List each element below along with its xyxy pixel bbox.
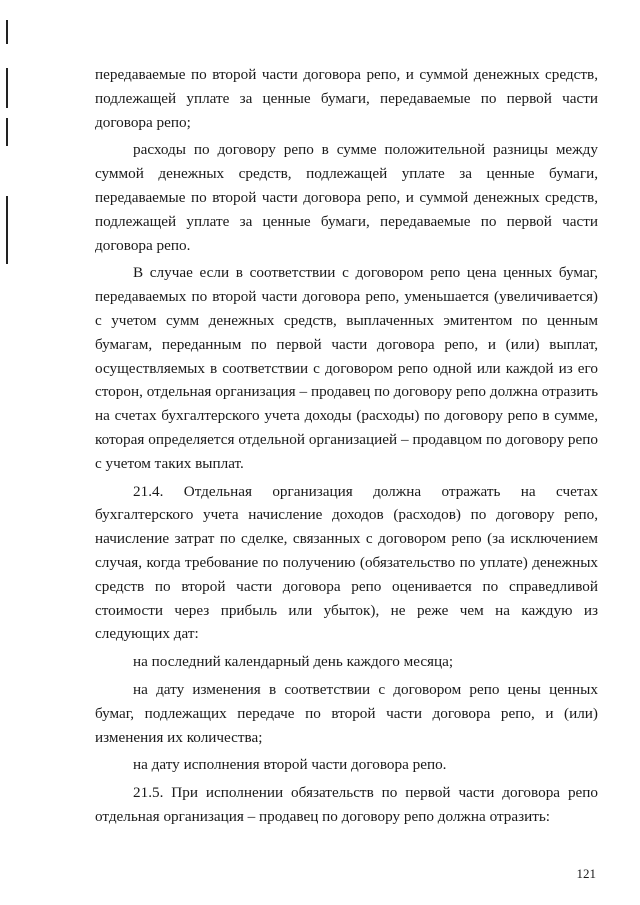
paragraph: расходы по договору репо в сумме положительной разницы между суммой денежных средств, подлежащей уплате за ценные бумаги, передаваемые по второй части договора репо, и суммой денежных средств, подлежащей уплате за ценные бумаги, передаваемые по первой части договора репо. — [95, 141, 598, 254]
paragraph: 21.5. При исполнении обязательств по первой части договора репо отдельная организация – продавец по договору репо должна отразить: — [95, 784, 598, 825]
paragraph: передаваемые по второй части договора репо, и суммой денежных средств, подлежащей уплате за ценные бумаги, передаваемые по первой части договора репо; — [95, 66, 598, 131]
margin-mark — [6, 20, 8, 44]
margin-mark — [6, 68, 8, 108]
margin-mark — [6, 118, 8, 146]
paragraph: на дату изменения в соответствии с договором репо цены ценных бумаг, подлежащих передаче по второй части договора репо, и (или) изменения их количества; — [95, 680, 598, 746]
paragraph: В случае если в соответствии с договором репо цена ценных бумаг, передаваемых по второй части договора репо, уменьшается (увеличивается) с учетом сумм денежных средств, выплаченных эмитентом по ценным бумагам, переданным по первой части договора репо, и (или) выплат, осуществляемых в соответствии с договором репо одной или каждой из его сторон, отдельная организация – продавец по договору репо должна отразить на счетах бухгалтерского учета доходы (расходы) по договору репо в сумме, которая определяется отдельной организацией – продавцом по договору репо с учетом таких выплат. — [95, 264, 598, 472]
page-number: 121 — [576, 866, 596, 881]
paragraph: на дату исполнения второй части договора репо. — [133, 756, 447, 774]
paragraph: на последний календарный день каждого месяца; — [133, 653, 454, 671]
document-body — [95, 63, 598, 829]
paragraph: 21.4. Отдельная организация должна отражать на счетах бухгалтерского учета начисление доходов (расходов) по договору репо, начисление затрат по сделке, связанных с договором репо (за исключением случая, когда требование по получению (обязательство по уплате) денежных средств по второй части договора репо оценивается по справедливой стоимости через прибыль или убыток), не реже чем на каждую из следующих дат: — [95, 482, 598, 643]
margin-mark — [6, 196, 8, 264]
